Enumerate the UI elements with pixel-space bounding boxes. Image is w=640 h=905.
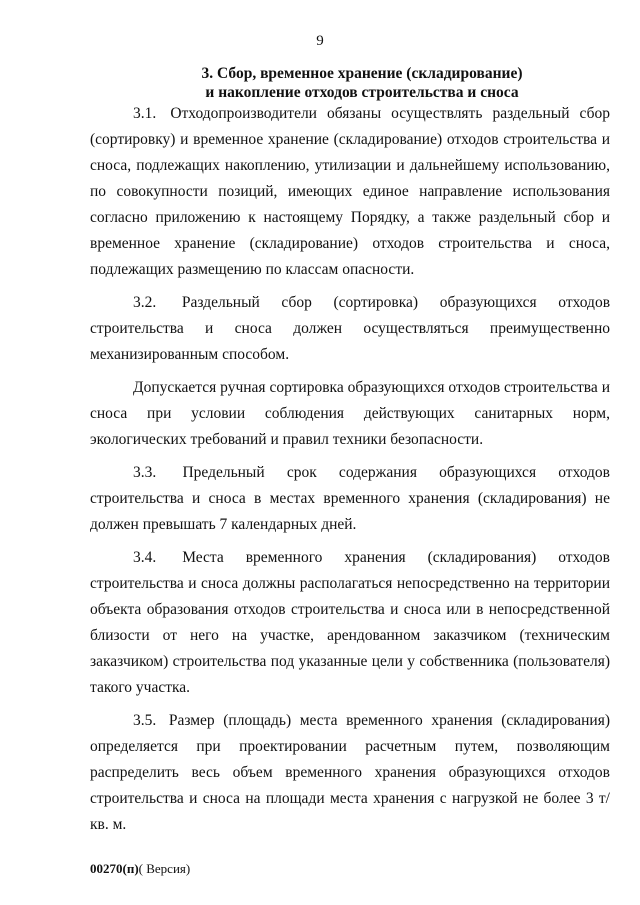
paragraph-text: Раздельный сбор (сортировка) образующихся отходов строительства и сноса должен осуществляться преимущественно механизированным способом. [90,294,611,363]
document-version: ( Версия) [138,861,191,876]
page-number: 9 [316,33,324,49]
paragraph-3-2-continued [90,375,610,453]
paragraph-text: Места временного хранения (складирования) отходов строительства и сноса должны располагаться непосредственно на территории объекта образования отходов строительства и сноса или в непосредственной близости от него на участке, арендованном заказчиком (техническим заказчиком) строительства под указанные цели у собственника (пользователя) такого участка. [90,549,610,696]
document-code: 00270(п) [90,861,139,876]
paragraph-3-3 [90,460,610,538]
paragraph-number: 3.5. [133,712,157,729]
paragraph-3-4 [90,545,610,701]
section-heading [92,64,632,102]
paragraph-3-5 [90,708,610,838]
paragraph-number: 3.3. [133,464,157,481]
document-footer-code [90,861,190,877]
paragraph-text: Предельный срок содержания образующихся отходов строительства и сноса в местах временного хранения (складирования) не должен превышать 7 календарных дней. [90,464,610,533]
paragraph-text: Допускается ручная сортировка образующихся отходов строительства и сноса при условии соблюдения действующих санитарных норм, экологических требований и правил техники безопасности. [90,379,610,448]
paragraph-3-1 [90,101,610,283]
paragraph-text: Отходопроизводители обязаны осуществлять раздельный сбор (сортировку) и временное хранение (складирование) отходов строительства и сноса, подлежащих накоплению, утилизации и дальнейшему использованию, по совокупности позиций, имеющих единое направление использования согласно приложению к настоящему Порядку, а также раздельный сбор и временное хранение (складирование) отходов строительства и сноса, подлежащих размещению по классам опасности. [90,105,611,278]
paragraph-number: 3.4. [133,549,157,566]
paragraph-number: 3.1. [133,105,157,122]
section-heading-line-1: 3. Сбор, временное хранение (складирование) [201,65,523,82]
section-heading-line-2: и накопление отходов строительства и сноса [205,84,519,101]
paragraph-text: Размер (площадь) места временного хранения (складирования) определяется при проектировании расчетным путем, позволяющим распределить весь объем временного хранения образующихся отходов строительства и сноса на площади места хранения с нагрузкой не более 3 т/кв. м. [90,712,610,833]
document-body [90,101,610,845]
paragraph-number: 3.2. [133,294,157,311]
paragraph-3-2 [90,290,610,368]
